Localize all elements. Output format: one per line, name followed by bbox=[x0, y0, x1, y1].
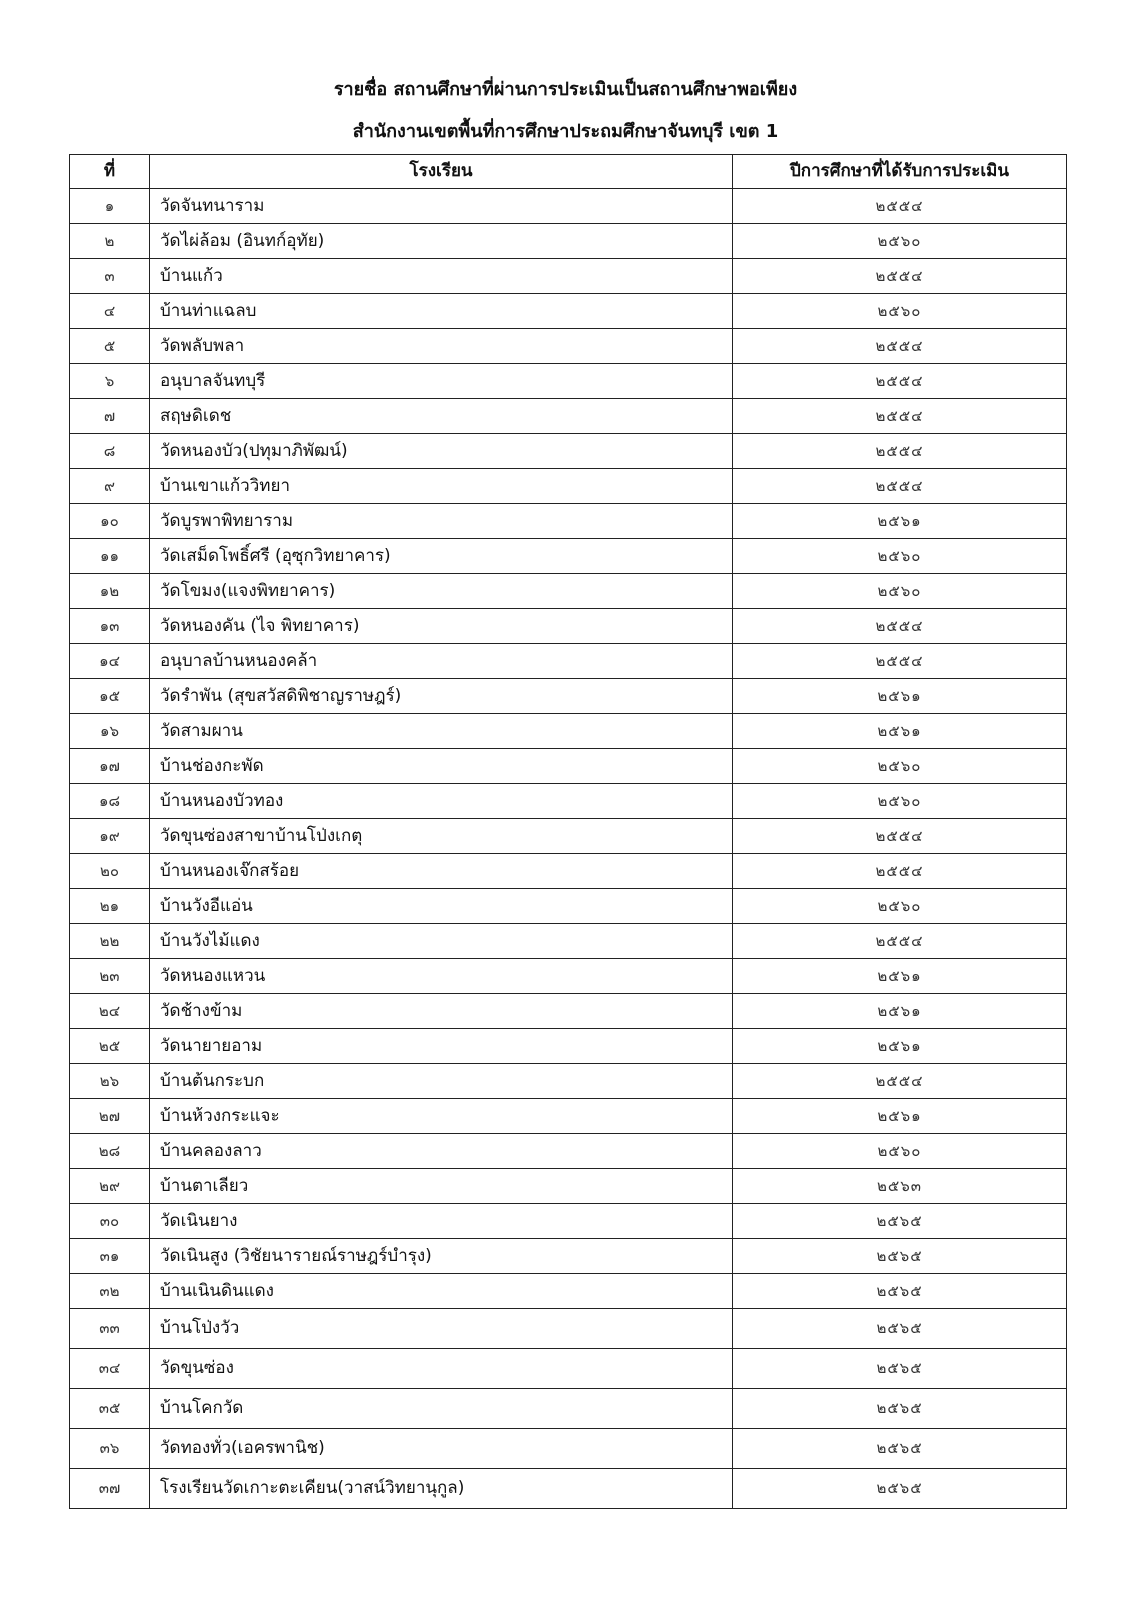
row-number: ๒๔ bbox=[70, 994, 150, 1029]
row-number: ๔ bbox=[70, 294, 150, 329]
table-row bbox=[70, 749, 1067, 784]
table-row bbox=[70, 784, 1067, 819]
table-row bbox=[70, 259, 1067, 294]
school-name: วัดเนินสูง (วิชัยนารายณ์ราษฎร์บำรุง) bbox=[150, 1239, 733, 1274]
assessment-year: ๒๕๖๕ bbox=[733, 1469, 1067, 1509]
row-number: ๓๐ bbox=[70, 1204, 150, 1239]
table-row bbox=[70, 224, 1067, 259]
school-name: บ้านหนองเจ๊กสร้อย bbox=[150, 854, 733, 889]
table-row bbox=[70, 609, 1067, 644]
assessment-year: ๒๕๖๑ bbox=[733, 1029, 1067, 1064]
row-number: ๒๑ bbox=[70, 889, 150, 924]
school-name: วัดหนองคัน (ไจ พิทยาคาร) bbox=[150, 609, 733, 644]
row-number: ๑๖ bbox=[70, 714, 150, 749]
table-row bbox=[70, 1099, 1067, 1134]
row-number: ๘ bbox=[70, 434, 150, 469]
assessment-year: ๒๕๖๑ bbox=[733, 959, 1067, 994]
assessment-year: ๒๕๕๔ bbox=[733, 1064, 1067, 1099]
school-name: วัดรำพัน (สุขสวัสดิพิชาญราษฎร์) bbox=[150, 679, 733, 714]
row-number: ๒๙ bbox=[70, 1169, 150, 1204]
assessment-year: ๒๕๖๐ bbox=[733, 539, 1067, 574]
assessment-year: ๒๕๖๕ bbox=[733, 1429, 1067, 1469]
school-name: วัดช้างข้าม bbox=[150, 994, 733, 1029]
table-row bbox=[70, 714, 1067, 749]
row-number: ๒๐ bbox=[70, 854, 150, 889]
school-name: บ้านวังไม้แดง bbox=[150, 924, 733, 959]
row-number: ๕ bbox=[70, 329, 150, 364]
school-name: วัดเนินยาง bbox=[150, 1204, 733, 1239]
school-name: วัดขุนซ่อง bbox=[150, 1349, 733, 1389]
header-school: โรงเรียน bbox=[150, 155, 733, 189]
school-name: วัดขุนซ่องสาขาบ้านโป่งเกตุ bbox=[150, 819, 733, 854]
assessment-year: ๒๕๖๐ bbox=[733, 574, 1067, 609]
assessment-year: ๒๕๖๐ bbox=[733, 224, 1067, 259]
row-number: ๓ bbox=[70, 259, 150, 294]
assessment-year: ๒๕๖๕ bbox=[733, 1349, 1067, 1389]
table-row bbox=[70, 924, 1067, 959]
school-name: วัดบูรพาพิทยาราม bbox=[150, 504, 733, 539]
table-row bbox=[70, 644, 1067, 679]
school-name: วัดไผ่ล้อม (อินทก์อุทัย) bbox=[150, 224, 733, 259]
table-row bbox=[70, 1134, 1067, 1169]
table-row bbox=[70, 1064, 1067, 1099]
school-name: บ้านหนองบัวทอง bbox=[150, 784, 733, 819]
table-row bbox=[70, 1029, 1067, 1064]
assessment-year: ๒๕๕๔ bbox=[733, 434, 1067, 469]
table-row bbox=[70, 469, 1067, 504]
table-header-row bbox=[70, 155, 1067, 189]
school-name: บ้านแก้ว bbox=[150, 259, 733, 294]
row-number: ๗ bbox=[70, 399, 150, 434]
school-name: บ้านตาเลียว bbox=[150, 1169, 733, 1204]
schools-table bbox=[69, 154, 1067, 1509]
school-name: อนุบาลบ้านหนองคล้า bbox=[150, 644, 733, 679]
table-row bbox=[70, 294, 1067, 329]
assessment-year: ๒๕๖๓ bbox=[733, 1169, 1067, 1204]
table-row bbox=[70, 189, 1067, 224]
table-row bbox=[70, 329, 1067, 364]
header-number: ที่ bbox=[70, 155, 150, 189]
row-number: ๒๓ bbox=[70, 959, 150, 994]
assessment-year: ๒๕๖๕ bbox=[733, 1274, 1067, 1309]
row-number: ๑๒ bbox=[70, 574, 150, 609]
assessment-year: ๒๕๖๑ bbox=[733, 994, 1067, 1029]
assessment-year: ๒๕๖๐ bbox=[733, 749, 1067, 784]
assessment-year: ๒๕๕๔ bbox=[733, 329, 1067, 364]
assessment-year: ๒๕๖๐ bbox=[733, 889, 1067, 924]
table-row bbox=[70, 994, 1067, 1029]
assessment-year: ๒๕๕๔ bbox=[733, 364, 1067, 399]
school-name: บ้านช่องกะพัด bbox=[150, 749, 733, 784]
row-number: ๑๑ bbox=[70, 539, 150, 574]
row-number: ๓๗ bbox=[70, 1469, 150, 1509]
assessment-year: ๒๕๖๐ bbox=[733, 1134, 1067, 1169]
school-name: อนุบาลจันทบุรี bbox=[150, 364, 733, 399]
assessment-year: ๒๕๖๑ bbox=[733, 714, 1067, 749]
school-name: สฤษดิเดช bbox=[150, 399, 733, 434]
school-name: บ้านต้นกระบก bbox=[150, 1064, 733, 1099]
school-name: บ้านวังอีแอ่น bbox=[150, 889, 733, 924]
row-number: ๑๕ bbox=[70, 679, 150, 714]
row-number: ๒๘ bbox=[70, 1134, 150, 1169]
table-row bbox=[70, 819, 1067, 854]
table-row bbox=[70, 364, 1067, 399]
assessment-year: ๒๕๕๔ bbox=[733, 819, 1067, 854]
row-number: ๑ bbox=[70, 189, 150, 224]
assessment-year: ๒๕๖๐ bbox=[733, 294, 1067, 329]
table-row bbox=[70, 399, 1067, 434]
assessment-year: ๒๕๖๐ bbox=[733, 784, 1067, 819]
row-number: ๓๔ bbox=[70, 1349, 150, 1389]
row-number: ๓๕ bbox=[70, 1389, 150, 1429]
assessment-year: ๒๕๕๔ bbox=[733, 259, 1067, 294]
row-number: ๑๙ bbox=[70, 819, 150, 854]
row-number: ๒๖ bbox=[70, 1064, 150, 1099]
table-row bbox=[70, 1169, 1067, 1204]
school-name: วัดนายายอาม bbox=[150, 1029, 733, 1064]
school-name: บ้านเนินดินแดง bbox=[150, 1274, 733, 1309]
assessment-year: ๒๕๕๔ bbox=[733, 399, 1067, 434]
school-name: วัดทองทั่ว(เอครพานิช) bbox=[150, 1429, 733, 1469]
school-name: วัดจันทนาราม bbox=[150, 189, 733, 224]
school-name: โรงเรียนวัดเกาะตะเคียน(วาสน์วิทยานุกูล) bbox=[150, 1469, 733, 1509]
row-number: ๓๑ bbox=[70, 1239, 150, 1274]
assessment-year: ๒๕๖๕ bbox=[733, 1204, 1067, 1239]
table-row bbox=[70, 539, 1067, 574]
assessment-year: ๒๕๕๔ bbox=[733, 854, 1067, 889]
school-name: บ้านเขาแก้ววิทยา bbox=[150, 469, 733, 504]
school-name: วัดสามผาน bbox=[150, 714, 733, 749]
row-number: ๒๒ bbox=[70, 924, 150, 959]
assessment-year: ๒๕๕๔ bbox=[733, 189, 1067, 224]
table-row bbox=[70, 889, 1067, 924]
row-number: ๑๓ bbox=[70, 609, 150, 644]
table-row bbox=[70, 1274, 1067, 1309]
assessment-year: ๒๕๕๔ bbox=[733, 644, 1067, 679]
school-name: บ้านโคกวัด bbox=[150, 1389, 733, 1429]
school-name: วัดหนองแหวน bbox=[150, 959, 733, 994]
assessment-year: ๒๕๖๕ bbox=[733, 1309, 1067, 1349]
row-number: ๓๓ bbox=[70, 1309, 150, 1349]
table-row bbox=[70, 1239, 1067, 1274]
table-row bbox=[70, 574, 1067, 609]
school-name: วัดเสม็ดโพธิ์ศรี (อุซุกวิทยาคาร) bbox=[150, 539, 733, 574]
row-number: ๑๐ bbox=[70, 504, 150, 539]
row-number: ๑๘ bbox=[70, 784, 150, 819]
table-row bbox=[70, 434, 1067, 469]
assessment-year: ๒๕๕๔ bbox=[733, 469, 1067, 504]
row-number: ๙ bbox=[70, 469, 150, 504]
row-number: ๓๒ bbox=[70, 1274, 150, 1309]
row-number: ๒๕ bbox=[70, 1029, 150, 1064]
row-number: ๑๗ bbox=[70, 749, 150, 784]
table-row bbox=[70, 1349, 1067, 1389]
assessment-year: ๒๕๖๑ bbox=[733, 1099, 1067, 1134]
school-name: วัดหนองบัว(ปทุมาภิพัฒน์) bbox=[150, 434, 733, 469]
row-number: ๒ bbox=[70, 224, 150, 259]
assessment-year: ๒๕๖๑ bbox=[733, 504, 1067, 539]
table-row bbox=[70, 1204, 1067, 1239]
row-number: ๖ bbox=[70, 364, 150, 399]
row-number: ๒๗ bbox=[70, 1099, 150, 1134]
table-row bbox=[70, 1389, 1067, 1429]
row-number: ๓๖ bbox=[70, 1429, 150, 1469]
row-number: ๑๔ bbox=[70, 644, 150, 679]
document-title: รายชื่อ สถานศึกษาที่ผ่านการประเมินเป็นสถานศึกษาพอเพียง bbox=[333, 79, 798, 100]
table-row bbox=[70, 854, 1067, 889]
school-name: บ้านห้วงกระแจะ bbox=[150, 1099, 733, 1134]
table-row bbox=[70, 1309, 1067, 1349]
assessment-year: ๒๕๖๑ bbox=[733, 679, 1067, 714]
assessment-year: ๒๕๕๔ bbox=[733, 924, 1067, 959]
school-name: วัดพลับพลา bbox=[150, 329, 733, 364]
school-name: บ้านโป่งวัว bbox=[150, 1309, 733, 1349]
table-row bbox=[70, 1469, 1067, 1509]
table-row bbox=[70, 504, 1067, 539]
school-name: บ้านท่าแฉลบ bbox=[150, 294, 733, 329]
school-name: บ้านคลองลาว bbox=[150, 1134, 733, 1169]
assessment-year: ๒๕๖๕ bbox=[733, 1389, 1067, 1429]
table-row bbox=[70, 959, 1067, 994]
table-row bbox=[70, 1429, 1067, 1469]
header-year: ปีการศึกษาที่ได้รับการประเมิน bbox=[733, 155, 1067, 189]
school-name: วัดโขมง(แจงพิทยาคาร) bbox=[150, 574, 733, 609]
document-subtitle: สำนักงานเขตพื้นที่การศึกษาประถมศึกษาจันทบุรี เขต 1 bbox=[352, 121, 779, 142]
assessment-year: ๒๕๕๔ bbox=[733, 609, 1067, 644]
assessment-year: ๒๕๖๕ bbox=[733, 1239, 1067, 1274]
table-row bbox=[70, 679, 1067, 714]
